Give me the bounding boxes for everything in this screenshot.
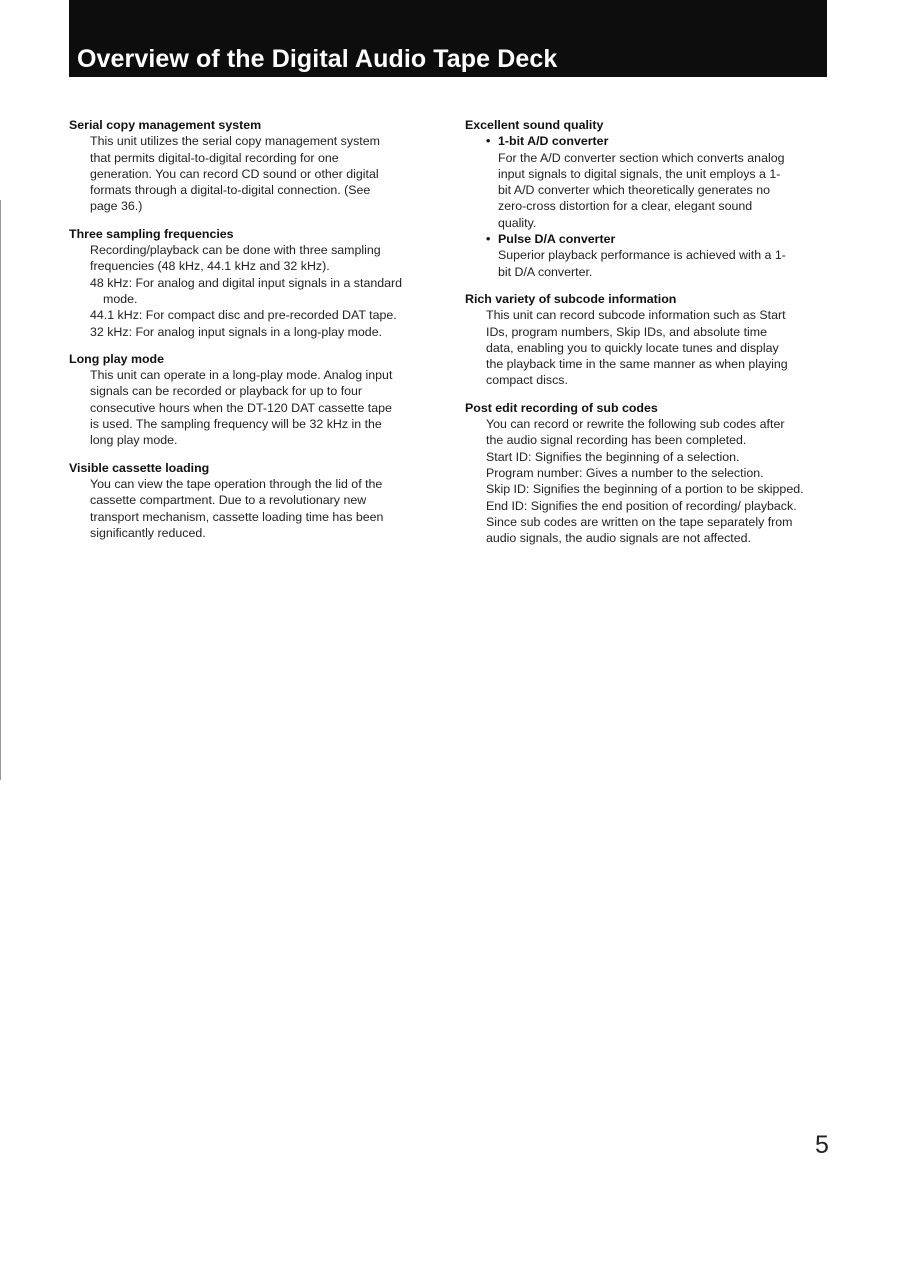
page-title: Overview of the Digital Audio Tape Deck — [77, 45, 558, 73]
section-subcode — [465, 291, 835, 389]
bullet-line: For the A/D converter section which converts analog — [498, 150, 785, 165]
subcode-item: End ID: Signifies the end position of recording/ playback. — [486, 498, 797, 513]
section-heading: Visible cassette loading — [69, 460, 210, 475]
section-heading: Rich variety of subcode information — [465, 291, 677, 306]
section-post-edit — [465, 400, 835, 547]
section-line: frequencies (48 kHz, 44.1 kHz and 32 kHz). — [90, 259, 330, 274]
section-line: audio signals, the audio signals are not affected. — [486, 531, 751, 546]
section-line: consecutive hours when the DT-120 DAT cassette tape — [90, 400, 392, 415]
subcode-item: Skip ID: Signifies the beginning of a portion to be skipped. — [486, 482, 804, 497]
bullet-title: Pulse D/A converter — [498, 232, 616, 247]
frequency-item: 32 kHz: For analog input signals in a long-play mode. — [90, 324, 383, 339]
section-line: This unit can operate in a long-play mode. Analog input — [90, 368, 393, 383]
section-cassette-loading — [69, 460, 439, 541]
bullet-title-row — [486, 133, 835, 149]
frequency-item: 48 kHz: For analog and digital input signals in a standard mode. — [90, 275, 403, 306]
section-line: long play mode. — [90, 433, 178, 448]
section-line: Recording/playback can be done with three sampling — [90, 243, 381, 258]
section-line: This unit can record subcode information such as Start — [486, 308, 786, 323]
section-line: generation. You can record CD sound or other digital — [90, 166, 379, 181]
section-sampling — [69, 226, 439, 340]
left-column — [69, 117, 439, 552]
section-heading: Serial copy management system — [69, 118, 262, 132]
section-line: compact discs. — [486, 373, 568, 388]
page-number: 5 — [815, 1131, 829, 1159]
section-line: the playback time in the same manner as when playing — [486, 357, 788, 372]
section-line: data, enabling you to quickly locate tunes and display — [486, 340, 779, 355]
subcode-item: Start ID: Signifies the beginning of a selection. — [486, 449, 740, 464]
section-line: You can view the tape operation through the lid of the — [90, 476, 383, 491]
section-line: transport mechanism, cassette loading time has been — [90, 509, 384, 524]
section-line: signals can be recorded or playback for up to four — [90, 384, 363, 399]
section-sound-quality — [465, 117, 835, 280]
section-line: formats through a digital-to-digital connection. (See — [90, 183, 371, 198]
right-column — [465, 117, 835, 557]
section-line: IDs, program numbers, Skip IDs, and absolute time — [486, 324, 767, 339]
bullet-title-row — [486, 231, 835, 247]
section-heading: Three sampling frequencies — [69, 226, 234, 241]
section-heading: Long play mode — [69, 351, 164, 366]
bullet-dot-icon: • — [486, 232, 491, 247]
section-long-play — [69, 351, 439, 449]
section-line: You can record or rewrite the following sub codes after — [486, 417, 785, 432]
section-serial-copy — [69, 117, 439, 215]
bullet-line: bit A/D converter which theoretically generates no — [498, 183, 771, 198]
title-banner — [69, 0, 827, 77]
section-heading: Excellent sound quality — [465, 118, 604, 132]
section-line: significantly reduced. — [90, 525, 206, 540]
bullet-line: Superior playback performance is achieved with a 1- — [498, 248, 786, 263]
bullet-ad-converter — [486, 133, 835, 231]
section-line: page 36.) — [90, 199, 143, 214]
section-line: is used. The sampling frequency will be 32 kHz in the — [90, 417, 382, 432]
scan-edge-rule — [0, 200, 1, 780]
subcode-item: Program number: Gives a number to the selection. — [486, 465, 764, 480]
bullet-line: bit D/A converter. — [498, 264, 593, 279]
section-line: cassette compartment. Due to a revolutionary new — [90, 493, 367, 508]
bullet-line: zero-cross distortion for a clear, elegant sound — [498, 199, 753, 214]
bullet-line: quality. — [498, 215, 537, 230]
bullet-title: 1-bit A/D converter — [498, 134, 609, 149]
section-line: that permits digital-to-digital recording for one — [90, 150, 339, 165]
section-line: Since sub codes are written on the tape separately from — [486, 514, 793, 529]
section-line: the audio signal recording has been completed. — [486, 433, 747, 448]
section-heading: Post edit recording of sub codes — [465, 400, 658, 415]
bullet-dot-icon: • — [486, 134, 491, 149]
section-line: This unit utilizes the serial copy management system — [90, 134, 380, 149]
bullet-da-converter — [486, 231, 835, 280]
bullet-line: input signals to digital signals, the unit employs a 1- — [498, 166, 781, 181]
frequency-item: 44.1 kHz: For compact disc and pre-recorded DAT tape. — [90, 308, 397, 323]
